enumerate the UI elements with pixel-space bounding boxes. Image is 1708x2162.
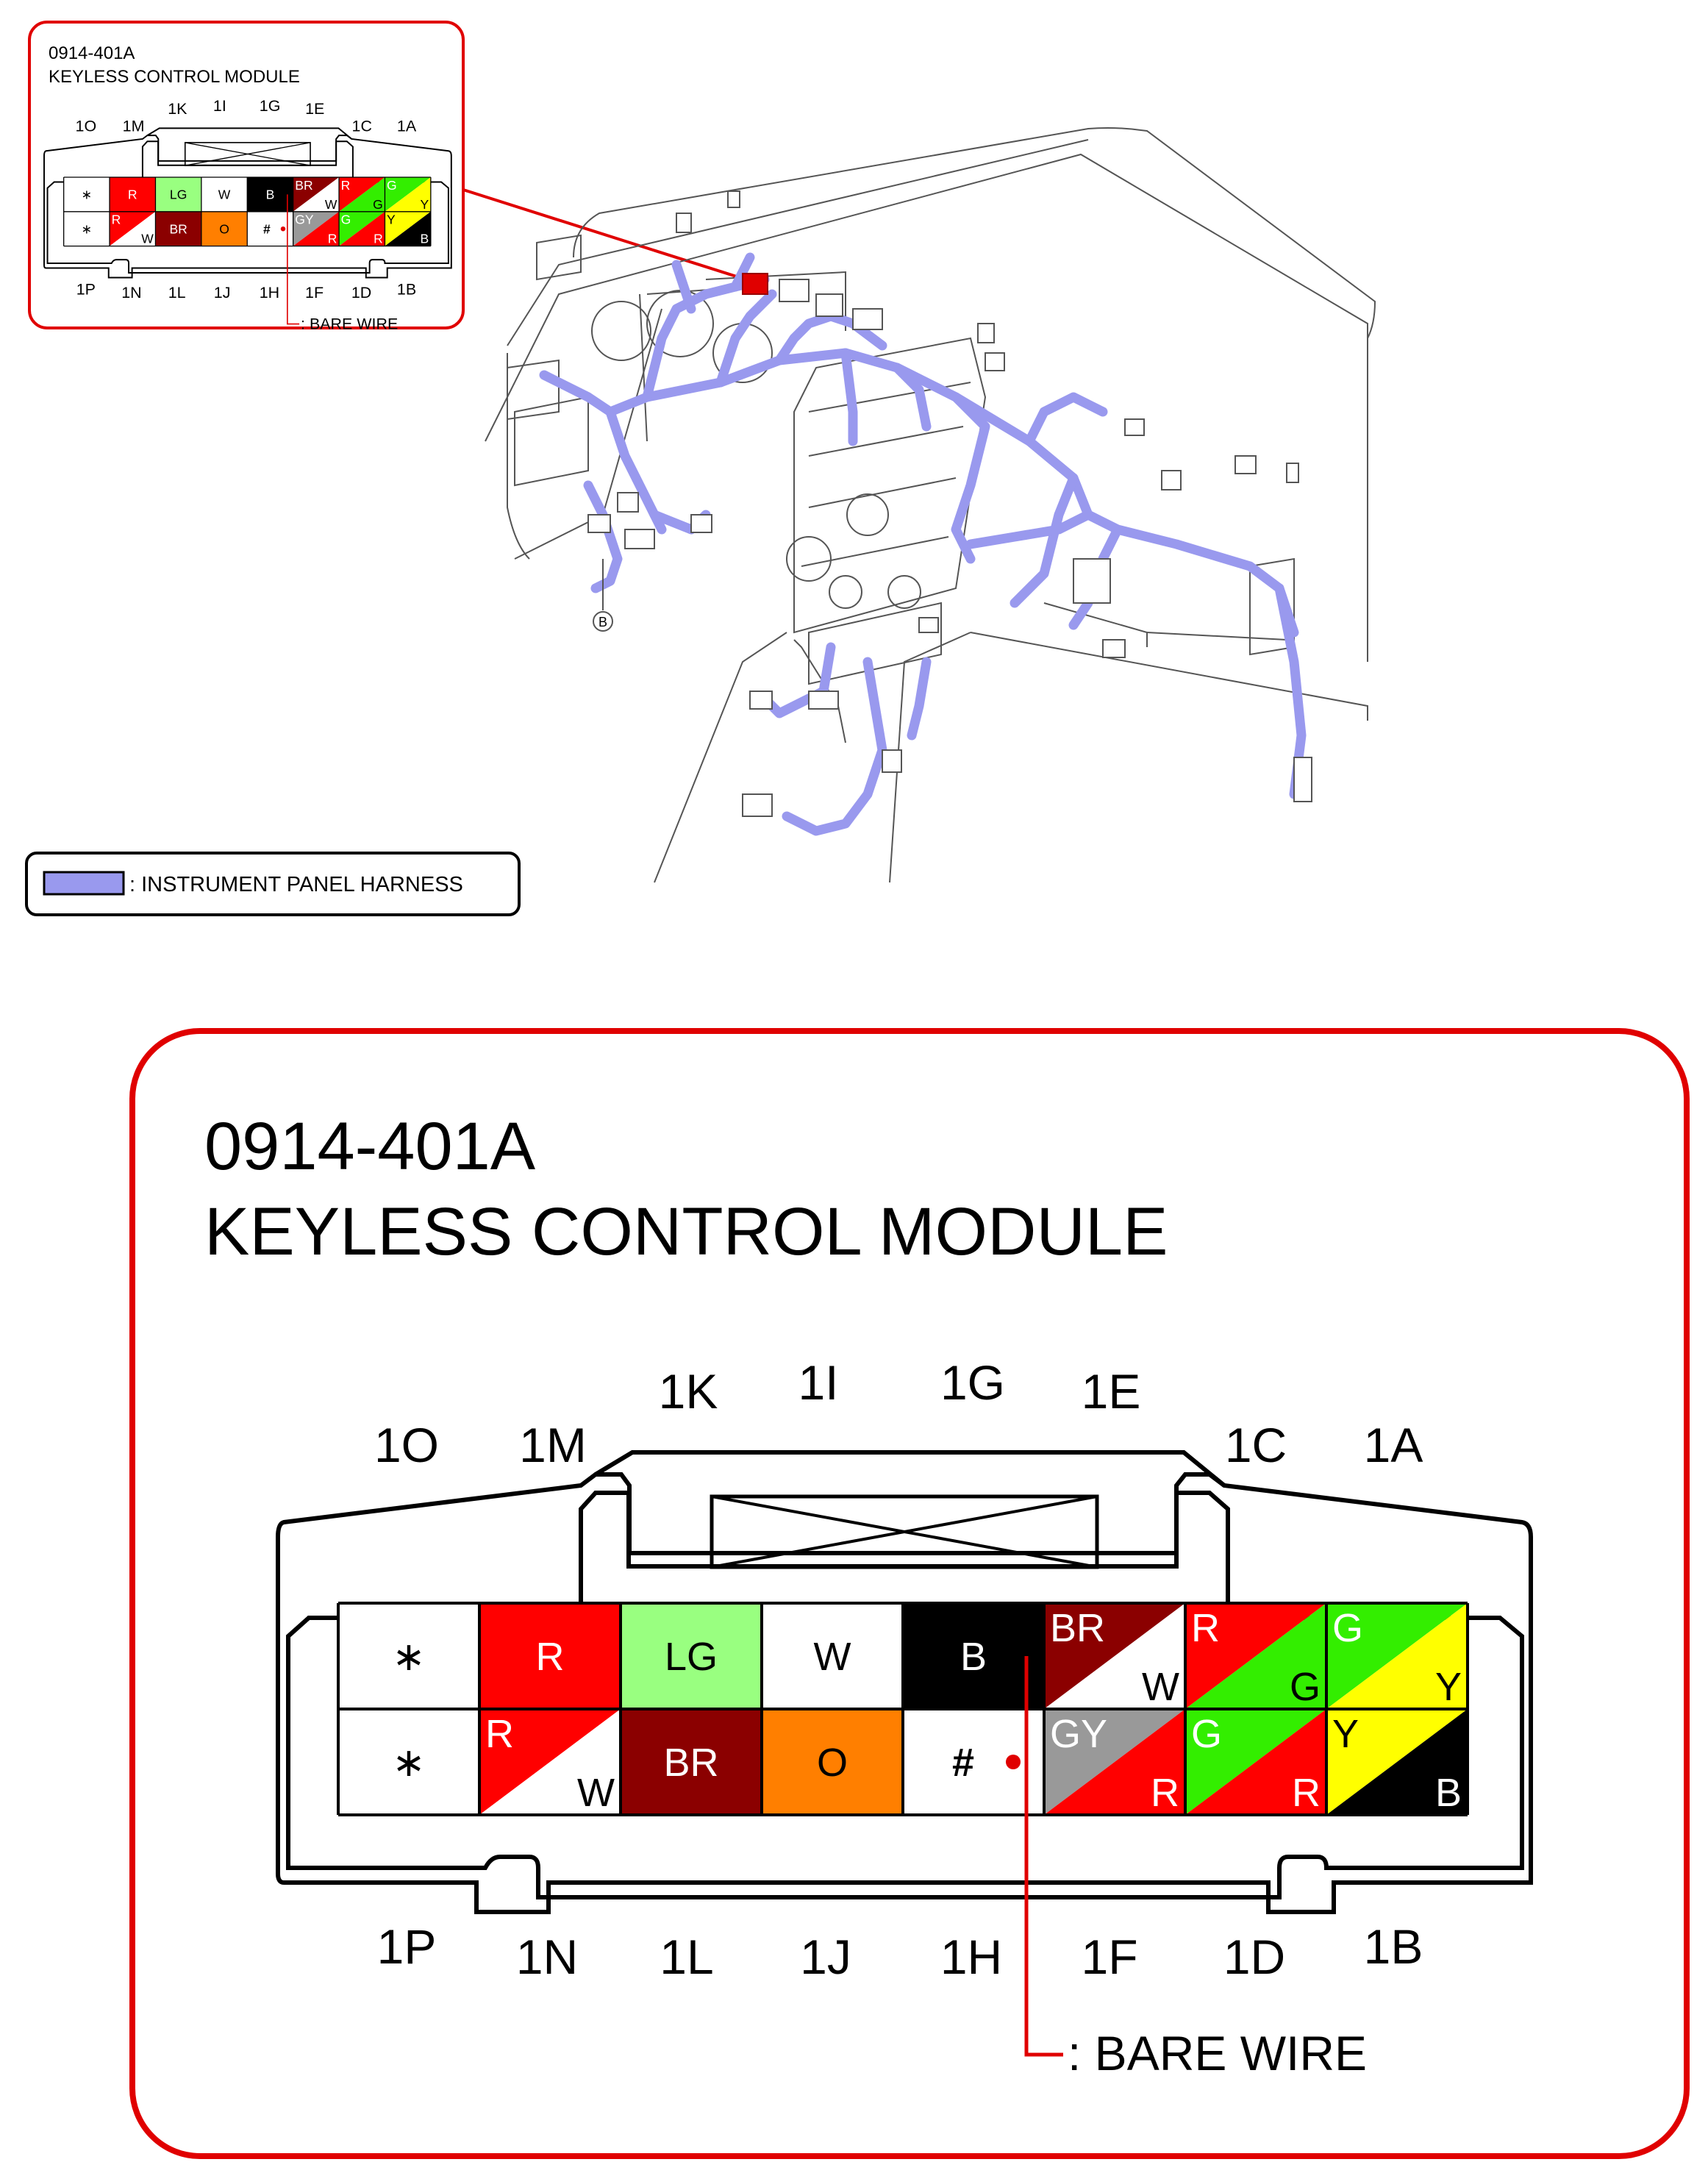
pin-cell [479, 1603, 621, 1709]
pin-cell [903, 1709, 1044, 1815]
pin-number-top: 1G [940, 1355, 1006, 1410]
pin-cell [762, 1603, 903, 1709]
pin-cell [762, 1709, 903, 1815]
pin-label-stripe: R [1292, 1771, 1321, 1815]
pin-cell [1326, 1709, 1468, 1815]
pin-label-primary: GY [1050, 1712, 1108, 1756]
pin-cell [1185, 1709, 1326, 1815]
small-pin-label: B [265, 187, 275, 202]
pin-cell [1185, 1603, 1326, 1709]
pin-label: LG [664, 1635, 718, 1679]
callout-leader-line [463, 190, 757, 283]
small-pin-cell [385, 212, 430, 246]
small-connector-name: KEYLESS CONTROL MODULE [49, 67, 300, 87]
small-pin-label-stripe: R [327, 231, 337, 246]
pin-cell [1326, 1603, 1468, 1709]
pin-label: R [535, 1635, 565, 1679]
pin-cell [1044, 1709, 1185, 1815]
small-pin-label: O [219, 221, 229, 237]
module-location-marker [743, 274, 768, 294]
small-pin-number-top: 1I [212, 96, 226, 115]
small-pin-cell [110, 177, 155, 212]
bare-wire-dot [1006, 1755, 1021, 1769]
small-pin-label-stripe: Y [420, 196, 429, 212]
pin-number-top: 1I [798, 1355, 839, 1410]
small-pin-label-stripe: W [141, 231, 154, 246]
pin-label: O [816, 1741, 848, 1785]
small-pin-number-bottom: 1N [121, 283, 142, 302]
harness-legend-label: : INSTRUMENT PANEL HARNESS [129, 873, 463, 896]
small-pin-cell [155, 212, 201, 246]
pin-cell [621, 1603, 762, 1709]
pin-label-primary: R [485, 1712, 514, 1756]
pin-label-stripe: B [1434, 1771, 1462, 1815]
pin-label: ∗ [392, 1741, 426, 1785]
small-pin-cell [155, 177, 201, 212]
small-pin-number-bottom: 1F [305, 283, 324, 302]
small-pin-label-primary: R [111, 212, 121, 227]
small-pin-number-bottom: 1D [351, 283, 372, 302]
pin-number-top: 1A [1363, 1418, 1423, 1472]
small-pin-label-primary: G [387, 177, 397, 193]
small-pin-cell [339, 177, 385, 212]
small-pin-cell [64, 177, 110, 212]
small-pin-label-stripe: W [324, 196, 337, 212]
pin-number-top: 1K [658, 1364, 718, 1419]
pin-label-stripe: Y [1434, 1665, 1462, 1709]
ground-point-label: B [598, 615, 608, 629]
small-pin-label-stripe: R [374, 231, 383, 246]
pin-label: B [960, 1635, 987, 1679]
small-pin-cell [110, 212, 155, 246]
pin-number-top: 1O [374, 1418, 440, 1472]
pin-label-primary: G [1332, 1606, 1364, 1650]
pin-number-bottom: 1L [660, 1930, 714, 1984]
small-connector-code: 0914-401A [49, 43, 135, 63]
small-pin-label-stripe: G [373, 196, 383, 212]
pin-number-top: 1C [1224, 1418, 1287, 1472]
pin-label-stripe: G [1289, 1665, 1321, 1709]
small-pin-number-top: 1O [75, 117, 97, 135]
small-pin-number-top: 1M [122, 117, 145, 135]
small-pin-number-top: 1A [396, 117, 417, 135]
small-pin-number-bottom: 1J [213, 283, 231, 302]
large-connector-callout [132, 1031, 1687, 2156]
pin-label: # [951, 1741, 975, 1785]
pin-label: BR [663, 1741, 719, 1785]
pin-label-primary: G [1191, 1712, 1223, 1756]
small-pin-label: LG [169, 187, 187, 202]
pin-cell [1044, 1603, 1185, 1709]
small-pin-cell [293, 177, 339, 212]
small-pin-number-bottom: 1H [259, 283, 280, 302]
small-pin-cell [64, 212, 110, 246]
connector-code: 0914-401A [204, 1109, 536, 1184]
pin-number-top: 1M [519, 1418, 587, 1472]
small-pin-cell [247, 212, 293, 246]
pin-number-bottom: 1B [1363, 1919, 1423, 1974]
small-pin-cell [201, 177, 247, 212]
small-pin-number-top: 1K [168, 99, 187, 118]
pin-label-stripe: R [1151, 1771, 1179, 1815]
small-pin-cell [247, 177, 293, 212]
pin-cell [621, 1709, 762, 1815]
pin-cell [479, 1709, 621, 1815]
small-pin-number-bottom: 1L [168, 283, 186, 302]
small-connector-callout [29, 22, 463, 332]
small-pin-cell [293, 212, 339, 246]
instrument-panel-harness [544, 257, 1301, 831]
pin-label-primary: Y [1332, 1712, 1359, 1756]
small-pin-number-bottom: 1P [76, 280, 96, 299]
harness-legend [26, 853, 519, 915]
small-pin-label: R [127, 187, 137, 202]
pin-number-bottom: 1F [1081, 1930, 1138, 1984]
small-pin-label-primary: R [340, 177, 351, 193]
pin-number-bottom: 1N [515, 1930, 579, 1984]
pin-label-stripe: W [577, 1771, 615, 1815]
small-pin-number-top: 1E [305, 99, 325, 118]
small-pin-cell [385, 177, 430, 212]
small-pin-number-bottom: 1B [396, 280, 417, 299]
bare-wire-label: : BARE WIRE [1068, 2026, 1368, 2080]
pin-label-primary: R [1191, 1606, 1220, 1650]
small-pin-label: ∗ [81, 187, 93, 202]
pin-number-bottom: 1H [940, 1930, 1003, 1984]
pin-number-bottom: 1J [800, 1930, 851, 1984]
small-pin-label-primary: G [340, 212, 351, 227]
pin-label-primary: BR [1050, 1606, 1106, 1650]
connector-name: KEYLESS CONTROL MODULE [204, 1194, 1168, 1269]
harness-connectors [588, 191, 1312, 816]
pin-cell [338, 1603, 479, 1709]
small-pin-cell [201, 212, 247, 246]
small-pin-label: BR [169, 221, 187, 237]
small-pin-number-top: 1G [259, 96, 281, 115]
small-pin-label-primary: Y [387, 212, 396, 227]
small-pin-label: W [218, 187, 231, 202]
pin-label-stripe: W [1142, 1665, 1179, 1709]
pin-label: W [813, 1635, 851, 1679]
small-pin-label-stripe: B [420, 231, 429, 246]
small-pin-label-primary: GY [295, 212, 314, 227]
small-bare-wire-dot [281, 226, 286, 232]
small-bare-wire-label: : BARE WIRE [301, 315, 399, 333]
pin-cell [903, 1603, 1044, 1709]
small-pin-number-top: 1C [351, 117, 372, 135]
harness-legend-swatch [44, 872, 124, 894]
pin-cell [338, 1709, 479, 1815]
pin-label: ∗ [392, 1635, 426, 1679]
pin-number-top: 1E [1081, 1364, 1141, 1419]
small-pin-label: # [263, 221, 271, 237]
pin-number-bottom: 1D [1223, 1930, 1286, 1984]
small-pin-cell [339, 212, 385, 246]
small-pin-label: ∗ [81, 221, 93, 237]
small-pin-label-primary: BR [295, 177, 313, 193]
pin-number-bottom: 1P [376, 1919, 437, 1974]
